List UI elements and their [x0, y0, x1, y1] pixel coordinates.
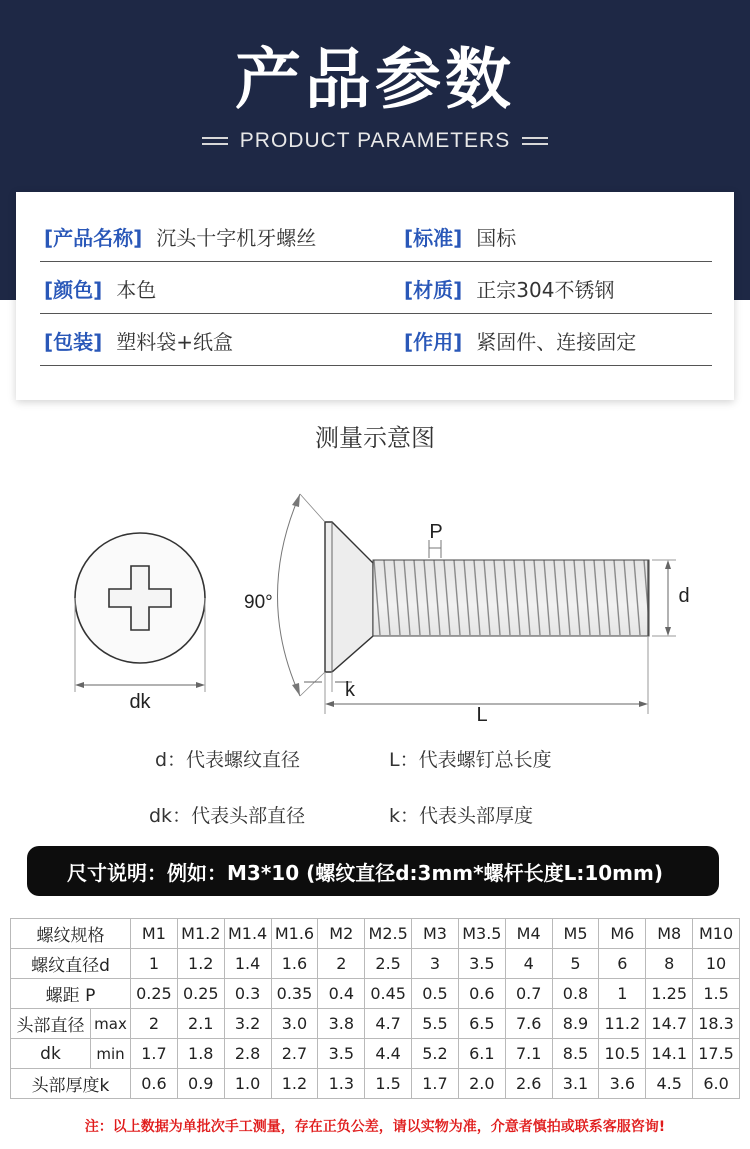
table-cell: 1.0	[224, 1069, 271, 1099]
table-cell: 5	[552, 949, 599, 979]
table-cell: M1.2	[177, 919, 224, 949]
label-k: k	[345, 679, 355, 701]
table-cell: 3	[412, 949, 459, 979]
table-cell: M4	[505, 919, 552, 949]
size-note-bar	[27, 846, 719, 896]
diagram-title: 测量示意图	[315, 424, 435, 452]
spec-value: 正宗304不锈钢	[476, 277, 615, 302]
table-cell: 0.8	[552, 979, 599, 1009]
table-cell: 1.8	[177, 1039, 224, 1069]
spec-row	[40, 314, 712, 366]
table-cell: 0.4	[318, 979, 365, 1009]
spec-label: [包装]	[44, 329, 103, 354]
row-header-d: 螺纹直径d	[11, 949, 131, 979]
table-row-spec	[11, 919, 740, 949]
table-cell: 2.5	[365, 949, 412, 979]
table-cell: 1.5	[693, 979, 740, 1009]
table-cell: 5.2	[412, 1039, 459, 1069]
table-cell: 0.9	[177, 1069, 224, 1099]
table-cell: 1.5	[365, 1069, 412, 1099]
subtitle-decoration-left	[202, 137, 228, 145]
label-dk: dk	[129, 691, 151, 713]
spec-value: 国标	[476, 225, 517, 250]
page-subtitle: PRODUCT PARAMETERS	[239, 129, 511, 152]
table-cell: 14.1	[646, 1039, 693, 1069]
spec-row	[40, 262, 712, 314]
table-cell: 2.0	[458, 1069, 505, 1099]
subtitle-row	[0, 126, 750, 156]
table-cell: 2.6	[505, 1069, 552, 1099]
row-header-p: 螺距 P	[11, 979, 131, 1009]
legend-dk: dk：代表头部直径	[149, 805, 306, 827]
size-note-text: 尺寸说明：例如：M3*10 (螺纹直径d:3mm*螺杆长度L:10mm)	[67, 860, 663, 885]
spec-item-packaging	[44, 314, 233, 366]
table-cell: 3.0	[271, 1009, 318, 1039]
table-cell: 1.4	[224, 949, 271, 979]
table-cell: 0.5	[412, 979, 459, 1009]
table-cell: 0.6	[131, 1069, 178, 1099]
table-cell: 1.2	[177, 949, 224, 979]
table-cell: M1	[131, 919, 178, 949]
label-p: P	[429, 521, 443, 543]
table-cell: 1.6	[271, 949, 318, 979]
screw-side-view	[278, 494, 677, 714]
row-subheader-max: max	[91, 1009, 131, 1039]
table-row-p	[11, 979, 740, 1009]
table-cell: M2	[318, 919, 365, 949]
table-cell: 1	[599, 979, 646, 1009]
table-cell: 2.1	[177, 1009, 224, 1039]
table-cell: 1.3	[318, 1069, 365, 1099]
table-cell: 5.5	[412, 1009, 459, 1039]
table-cell: 1	[131, 949, 178, 979]
legend-d: d：代表螺纹直径	[155, 749, 301, 771]
legend-k: k：代表头部厚度	[389, 805, 534, 827]
table-cell: 3.5	[318, 1039, 365, 1069]
spec-item-material	[404, 262, 614, 314]
measurement-diagram	[0, 470, 750, 740]
table-cell: 4.5	[646, 1069, 693, 1099]
table-cell: 17.5	[693, 1039, 740, 1069]
label-d: d	[678, 585, 690, 607]
spec-item-name	[44, 210, 316, 262]
table-cell: 8.5	[552, 1039, 599, 1069]
row-header-dk-symbol: dk	[11, 1039, 91, 1069]
screw-head-top-view	[75, 533, 205, 692]
table-cell: 4	[505, 949, 552, 979]
spec-value: 本色	[116, 277, 157, 302]
table-cell: 6.1	[458, 1039, 505, 1069]
label-angle: 90°	[244, 592, 273, 613]
table-cell: 3.1	[552, 1069, 599, 1099]
row-header-dk: 头部直径	[11, 1009, 91, 1039]
table-cell: 2.8	[224, 1039, 271, 1069]
table-cell: 7.6	[505, 1009, 552, 1039]
table-cell: 6.5	[458, 1009, 505, 1039]
table-cell: 2	[318, 949, 365, 979]
table-cell: 3.5	[458, 949, 505, 979]
table-cell: 0.45	[365, 979, 412, 1009]
row-header-k: 头部厚度k	[11, 1069, 131, 1099]
table-cell: 11.2	[599, 1009, 646, 1039]
table-cell: 18.3	[693, 1009, 740, 1039]
table-cell: M1.6	[271, 919, 318, 949]
table-cell: 7.1	[505, 1039, 552, 1069]
table-cell: 0.7	[505, 979, 552, 1009]
spec-item-usage	[404, 314, 636, 366]
spec-value: 紧固件、连接固定	[476, 329, 637, 354]
spec-item-color	[44, 262, 156, 314]
spec-table	[10, 918, 740, 1099]
spec-label: [标准]	[404, 225, 463, 250]
table-row-dk-min	[11, 1039, 740, 1069]
spec-value: 塑料袋+纸盒	[116, 329, 234, 354]
spec-label: [颜色]	[44, 277, 103, 302]
table-cell: M3.5	[458, 919, 505, 949]
legend-l: L：代表螺钉总长度	[389, 749, 552, 771]
spec-value: 沉头十字机牙螺丝	[156, 225, 317, 250]
table-cell: 1.2	[271, 1069, 318, 1099]
spec-label: [产品名称]	[44, 225, 143, 250]
table-cell: 8.9	[552, 1009, 599, 1039]
table-cell: 3.6	[599, 1069, 646, 1099]
table-cell: M10	[693, 919, 740, 949]
table-cell: 2	[131, 1009, 178, 1039]
table-cell: 8	[646, 949, 693, 979]
table-cell: 0.25	[131, 979, 178, 1009]
table-cell: 1.7	[412, 1069, 459, 1099]
table-cell: M8	[646, 919, 693, 949]
spec-label: [作用]	[404, 329, 463, 354]
subtitle-decoration-right	[522, 137, 548, 145]
table-cell: 0.6	[458, 979, 505, 1009]
table-cell: 1.25	[646, 979, 693, 1009]
table-cell: M6	[599, 919, 646, 949]
table-cell: 4.4	[365, 1039, 412, 1069]
table-cell: 0.35	[271, 979, 318, 1009]
table-cell: 14.7	[646, 1009, 693, 1039]
page-title: 产品参数	[235, 41, 515, 118]
table-cell: 3.2	[224, 1009, 271, 1039]
table-cell: 3.8	[318, 1009, 365, 1039]
spec-label: [材质]	[404, 277, 463, 302]
table-cell: M1.4	[224, 919, 271, 949]
spec-card	[16, 192, 734, 400]
table-cell: 1.7	[131, 1039, 178, 1069]
spec-row	[40, 210, 712, 262]
row-header-spec: 螺纹规格	[11, 919, 131, 949]
table-cell: M2.5	[365, 919, 412, 949]
table-cell: 0.25	[177, 979, 224, 1009]
table-cell: 6.0	[693, 1069, 740, 1099]
table-cell: 4.7	[365, 1009, 412, 1039]
table-cell: M3	[412, 919, 459, 949]
table-cell: 6	[599, 949, 646, 979]
row-subheader-min: min	[91, 1039, 131, 1069]
table-row-k	[11, 1069, 740, 1099]
table-cell: 0.3	[224, 979, 271, 1009]
label-l: L	[476, 704, 488, 726]
table-row-d	[11, 949, 740, 979]
footer-note: 注：以上数据为单批次手工测量，存在正负公差，请以实物为准，介意者慎拍或联系客服咨询!	[84, 1119, 666, 1135]
table-row-dk-max	[11, 1009, 740, 1039]
spec-item-standard	[404, 210, 516, 262]
table-cell: 10.5	[599, 1039, 646, 1069]
table-cell: 10	[693, 949, 740, 979]
table-cell: 2.7	[271, 1039, 318, 1069]
table-cell: M5	[552, 919, 599, 949]
